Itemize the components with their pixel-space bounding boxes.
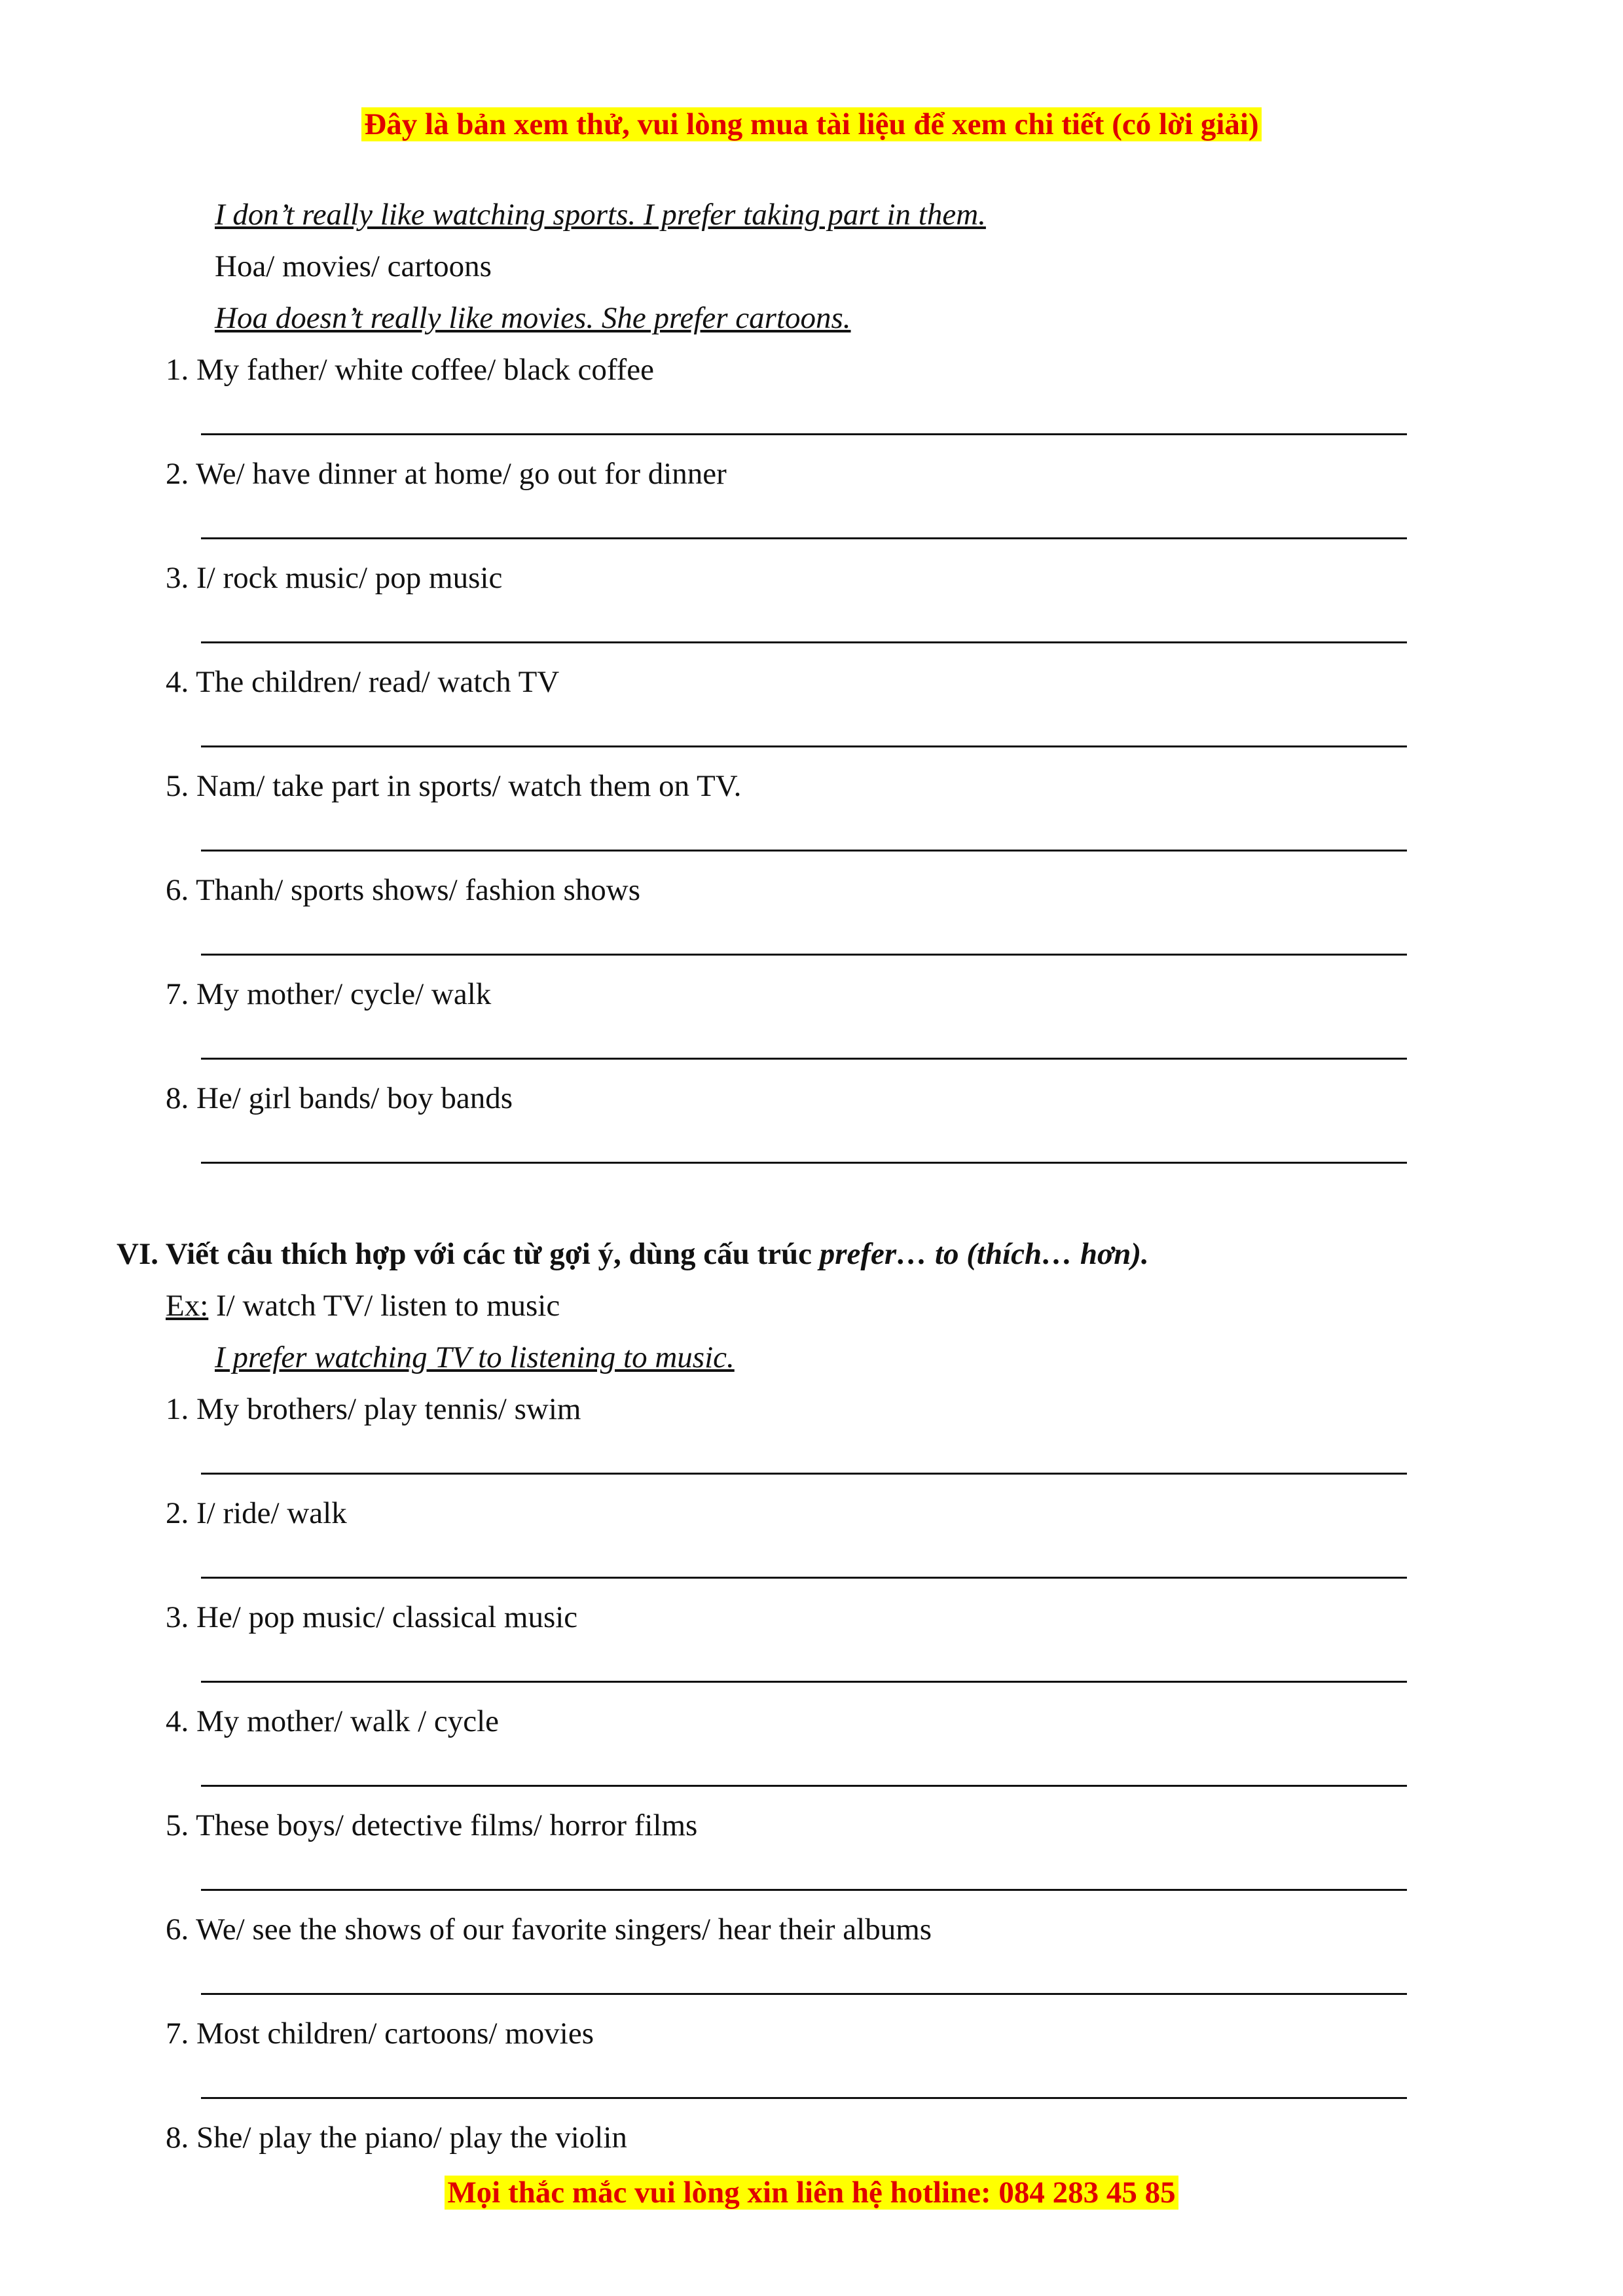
exercise-vi-item-3: 3. He/ pop music/ classical music [166,1600,578,1634]
exercise-vi-item-8: 8. She/ play the piano/ play the violin [166,2121,627,2155]
section-vi-example [166,1286,560,1325]
exercise-v-item-4: 4. The children/ read/ watch TV [166,665,560,699]
exercise-vi-item-4: 4. My mother/ walk / cycle [166,1704,500,1738]
exercise-v-item-5: 5. Nam/ take part in sports/ watch them on TV. [166,769,742,803]
exercise-v-item-2: 2. We/ have dinner at home/ go out for dinner [166,457,727,491]
answer-line-v-6[interactable] [201,954,1407,956]
answer-line-v-4[interactable] [201,745,1407,747]
answer-line-v-3[interactable] [201,641,1407,643]
exercise-v-item-6: 6. Thanh/ sports shows/ fashion shows [166,873,641,907]
answer-line-v-8[interactable] [201,1162,1407,1164]
hotline-banner-text: Mọi thắc mắc vui lòng xin liên hệ hotline: 084 283 45 85 [445,2176,1178,2210]
answer-line-vi-1[interactable] [201,1473,1407,1475]
example-prompt-2: Hoa/ movies/ cartoons [215,249,492,283]
section-vi-heading [117,1234,1149,1274]
section-vi-example-answer: I prefer watching TV to listening to music. [215,1340,735,1374]
answer-line-vi-5[interactable] [201,1889,1407,1891]
answer-line-vi-6[interactable] [201,1993,1407,1995]
section-vi-structure: prefer… to (thích… hơn). [819,1237,1149,1271]
hotline-banner [0,2173,1623,2212]
answer-line-vi-4[interactable] [201,1785,1407,1787]
example-prompt: I/ watch TV/ listen to music [208,1289,560,1323]
example-answer-2: Hoa doesn’t really like movies. She prefer cartoons. [215,301,851,335]
answer-line-v-5[interactable] [201,850,1407,852]
example-answer-1: I don’t really like watching sports. I prefer taking part in them. [215,198,986,232]
exercise-v-item-1: 1. My father/ white coffee/ black coffee [166,353,655,387]
exercise-vi-item-7: 7. Most children/ cartoons/ movies [166,2017,594,2051]
answer-line-v-2[interactable] [201,537,1407,539]
answer-line-v-1[interactable] [201,433,1407,435]
example-label: Ex: [166,1289,209,1323]
answer-line-vi-3[interactable] [201,1681,1407,1683]
preview-banner-text: Đây là bản xem thử, vui lòng mua tài liệu để xem chi tiết (có lời giải) [361,107,1261,141]
exercise-v-item-8: 8. He/ girl bands/ boy bands [166,1081,513,1115]
answer-line-vi-7[interactable] [201,2097,1407,2099]
exercise-vi-item-2: 2. I/ ride/ walk [166,1496,347,1530]
answer-line-v-7[interactable] [201,1058,1407,1060]
preview-banner [0,105,1623,144]
exercise-vi-item-6: 6. We/ see the shows of our favorite singers/ hear their albums [166,1912,932,1946]
exercise-vi-item-1: 1. My brothers/ play tennis/ swim [166,1392,581,1426]
exercise-v-item-7: 7. My mother/ cycle/ walk [166,977,492,1011]
answer-line-vi-2[interactable] [201,1577,1407,1579]
exercise-v-item-3: 3. I/ rock music/ pop music [166,561,503,595]
section-vi-heading-text: VI. Viết câu thích hợp với các từ gợi ý, dùng cấu trúc [117,1237,820,1271]
exercise-vi-item-5: 5. These boys/ detective films/ horror films [166,1808,698,1842]
